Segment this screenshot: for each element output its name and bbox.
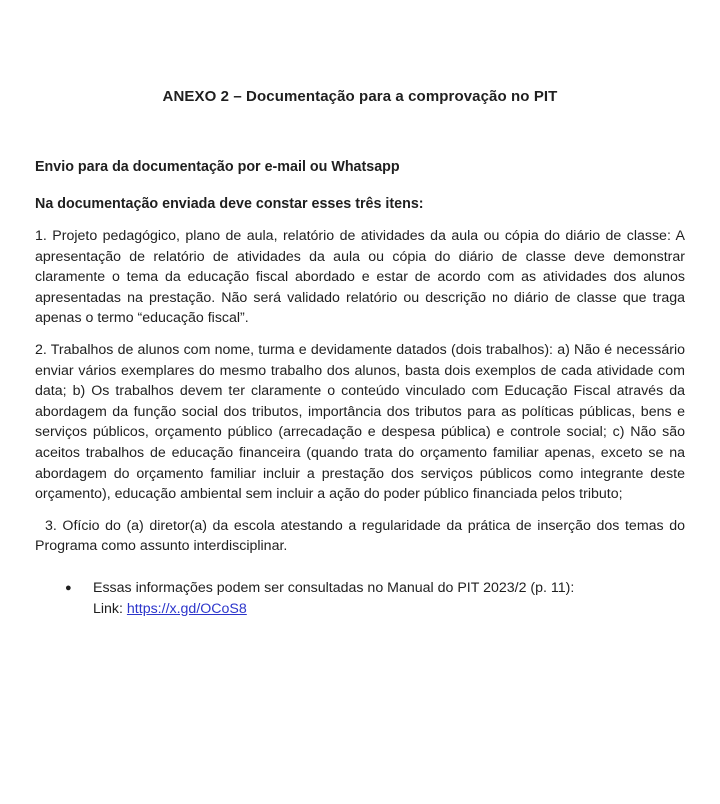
note-text bbox=[93, 578, 574, 619]
manual-link[interactable]: https://x.gd/OCoS8 bbox=[126, 600, 247, 617]
numbered-item-2: 2. Trabalhos de alunos com nome, turma e devidamente datados (dois trabalhos): a) Não é necessário enviar vários exemplares do mesmo trabalho dos alunos, basta dois exemplos de cada atividade com data; b) Os trabalhos devem ter claramente o conteúdo vinculado com Educação Fiscal através da abordagem da função social dos tributos, importância dos tributos para as políticas públicas, bens e serviços públicos, orçamento público (arrecadação e despesa pública) e controle social; c) Não são aceitos trabalhos de educação financeira (quando trata do orçamento familiar apenas, exceto se na abordagem do orçamento familiar incluir a prestação dos serviços públicos como integrante deste orçamento), educação ambiental sem incluir a ação do poder público financiada pelos tributo; bbox=[35, 341, 685, 503]
bullet-icon: ● bbox=[65, 581, 72, 594]
subject-heading: Envio para da documentação por e-mail ou Whatsapp bbox=[35, 159, 400, 175]
numbered-item-1: 1. Projeto pedagógico, plano de aula, relatório de atividades da aula ou cópia do diário de classe: A apresentação de relatório de atividades da aula ou cópia do diário de classe deve demonstrar claramente o tema da educação fiscal abordado e estar de acordo com as atividades dos alunos apresentadas na prestação. Não será validado relatório ou descrição no diário de classe que traga apenas o termo “educação fiscal”. bbox=[35, 228, 685, 327]
note-bullet-item bbox=[59, 578, 685, 619]
document-title: ANEXO 2 – Documentação para a comprovação no PIT bbox=[162, 88, 558, 105]
note-line-2 bbox=[93, 599, 574, 620]
note-line-1: Essas informações podem ser consultadas no Manual do PIT 2023/2 (p. 11): bbox=[93, 579, 575, 596]
link-label: Link: bbox=[93, 600, 123, 617]
numbered-item-3: 3. Ofício do (a) diretor(a) da escola atestando a regularidade da prática de inserção dos temas do Programa como assunto interdisciplinar. bbox=[35, 517, 685, 555]
intro-heading: Na documentação enviada deve constar esses três itens: bbox=[35, 196, 424, 212]
